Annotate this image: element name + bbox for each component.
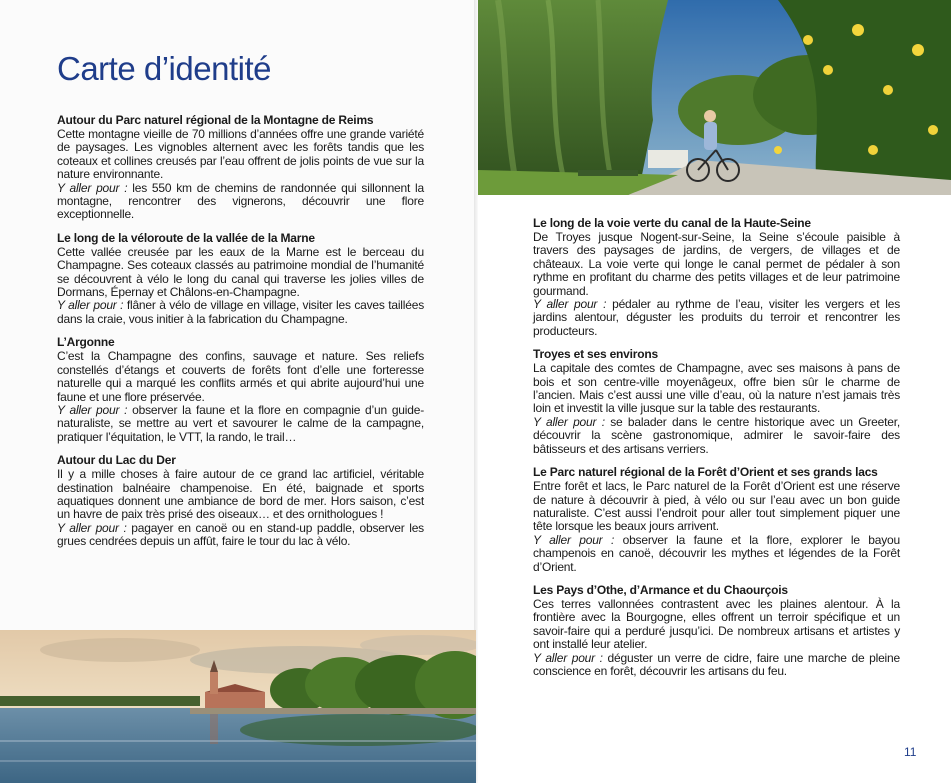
go-label: Y aller pour : (57, 520, 127, 535)
section-body (57, 128, 424, 222)
section-montagne-de-reims (57, 113, 424, 222)
section-foret-d-orient (533, 465, 900, 574)
section-title: Troyes et ses environs (533, 347, 658, 362)
photo-lake-church (0, 630, 476, 783)
section-pays-d-othe (533, 583, 900, 678)
left-column (57, 113, 424, 558)
section-text: La capitale des comtes de Champagne, avec ses maisons à pans de bois et son centre-ville moyenâgeux, offre bien sûr le charme de l’ancien. Mais c’est aussi une ville d’eau, où la nature n’est jamais très loin et investit la ville jusque sur la table des restaurants. (533, 361, 900, 416)
section-troyes (533, 347, 900, 456)
section-text: Cette vallée creusée par les eaux de la Marne est le berceau du Champagne. Ses coteaux classés au patrimoine mondial de l’humanité se découvrent à vélo le long du canal qui traverse les jolies villes de Dormans, Épernay et Châlons-en-Champagne. (57, 244, 424, 300)
section-body (57, 350, 424, 444)
section-title: Les Pays d’Othe, d’Armance et du Chaourçois (533, 582, 788, 597)
section-title: Le Parc naturel régional de la Forêt d’Orient et ses grands lacs (533, 465, 878, 480)
page-title: Carte d’identité (57, 50, 271, 87)
section-canal-haute-seine (533, 216, 900, 338)
section-body (533, 598, 900, 678)
section-argonne (57, 335, 424, 444)
section-title: L’Argonne (57, 335, 115, 350)
go-label: Y aller pour : (57, 298, 124, 313)
go-text: observer la faune et la flore en compagnie d’un guide-naturaliste, se mettre au vert et savourer le calme de la campagne, pratiquer l’équitation, le VTT, la rando, le trail… (57, 402, 424, 444)
section-body (57, 468, 424, 548)
section-body (57, 246, 424, 326)
section-text: De Troyes jusque Nogent-sur-Seine, la Seine s’écoule paisible à travers des paysages de jardins, de vergers, de villages et de châteaux. La voie verte qui longe le canal permet de pédaler à son rythme en profitant du charme des petits villages et de leur patrimoine gourmand. (533, 230, 900, 298)
section-title: Autour du Parc naturel régional de la Montagne de Reims (57, 113, 374, 127)
section-text: Ces terres vallonnées contrastent avec les plaines alentour. À la frontière avec la Bourgogne, elles offrent un terroir spécifique et un savoir-faire qui a perduré jusqu’ici. De nombreux artisans et artistes y ont installé leur atelier. (533, 596, 900, 652)
photo-cyclist-illustration (478, 0, 951, 195)
go-label: Y aller pour : (533, 532, 615, 547)
page-number: 11 (904, 745, 917, 759)
go-label: Y aller pour : (533, 650, 603, 665)
section-text: C’est la Champagne des confins, sauvage et nature. Ses reliefs constellés d’étangs et couverts de forêts font d’elle une forteresse naturelle qui a marqué les conflits armés et qui abrite aujourd’hui une faune et une flore préservée. (57, 349, 424, 404)
go-text: les 550 km de chemins de randonnée qui sillonnent la montagne, rencontrer des vignerons, découvrir une flore exceptionnelle. (57, 180, 424, 222)
section-lac-du-der (57, 453, 424, 548)
go-text: pagayer en canoë ou en stand-up paddle, observer les grues cendrées depuis un affût, faire le tour du lac à vélo. (57, 520, 424, 549)
section-title: Le long de la véloroute de la vallée de la Marne (57, 230, 315, 245)
section-text: Entre forêt et lacs, le Parc naturel de la Forêt d’Orient est une réserve de nature à découvrir à pied, à vélo ou sur l’eau avec un bon guide naturaliste. C’est aussi l’endroit pour aller tout simplement piquer une tête lorsque les beaux jours arrivent. (533, 479, 900, 534)
section-text: Il y a mille choses à faire autour de ce grand lac artificiel, véritable destination balnéaire champenoise. En été, baignade et sports aquatiques donnent une ambiance de bord de mer. Hors saison, c’est un havre de paix très prisé des oiseaux… et des ornithologues ! (57, 467, 424, 522)
go-text: flâner à vélo de village en village, visiter les caves taillées dans la craie, vous initier à la fabrication du Champagne. (57, 298, 424, 326)
go-label: Y aller pour : (57, 180, 128, 195)
right-column (533, 216, 900, 687)
go-text: pédaler au rythme de l’eau, visiter les vergers et les jardins alentour, déguster les produits du terroir et rencontrer les producteurs. (533, 297, 900, 338)
go-label: Y aller pour : (57, 402, 128, 417)
go-label: Y aller pour : (533, 414, 605, 429)
section-vallee-de-la-marne (57, 231, 424, 326)
section-text: Cette montagne vieille de 70 millions d’années offre une grande variété de paysages. Les vignobles alternent avec les forêts tandis que les coteaux et collines creusés par l’eau offrent de jolis points de vue sur la nature environnante. (57, 127, 424, 182)
go-text: se balader dans le centre historique avec un Greeter, découvrir la scène gastronomique, admirer le savoir-faire des bâtisseurs et des artisans verriers. (533, 414, 900, 456)
section-body (533, 362, 900, 456)
go-text: observer la faune et la flore, explorer le bayou champenois en canoë, découvrir les mythes et légendes de la Forêt d’Orient. (533, 532, 900, 574)
go-text: déguster un verre de cidre, faire une marche de pleine conscience en forêt, découvrir les artisans du feu. (533, 650, 900, 678)
section-title: Autour du Lac du Der (57, 453, 176, 468)
go-label: Y aller pour : (533, 297, 607, 312)
photo-cyclist-greenway (478, 0, 951, 195)
section-title: Le long de la voie verte du canal de la Haute-Seine (533, 216, 811, 230)
photo-lake-illustration (0, 630, 476, 783)
section-body (533, 480, 900, 574)
section-body (533, 231, 900, 338)
